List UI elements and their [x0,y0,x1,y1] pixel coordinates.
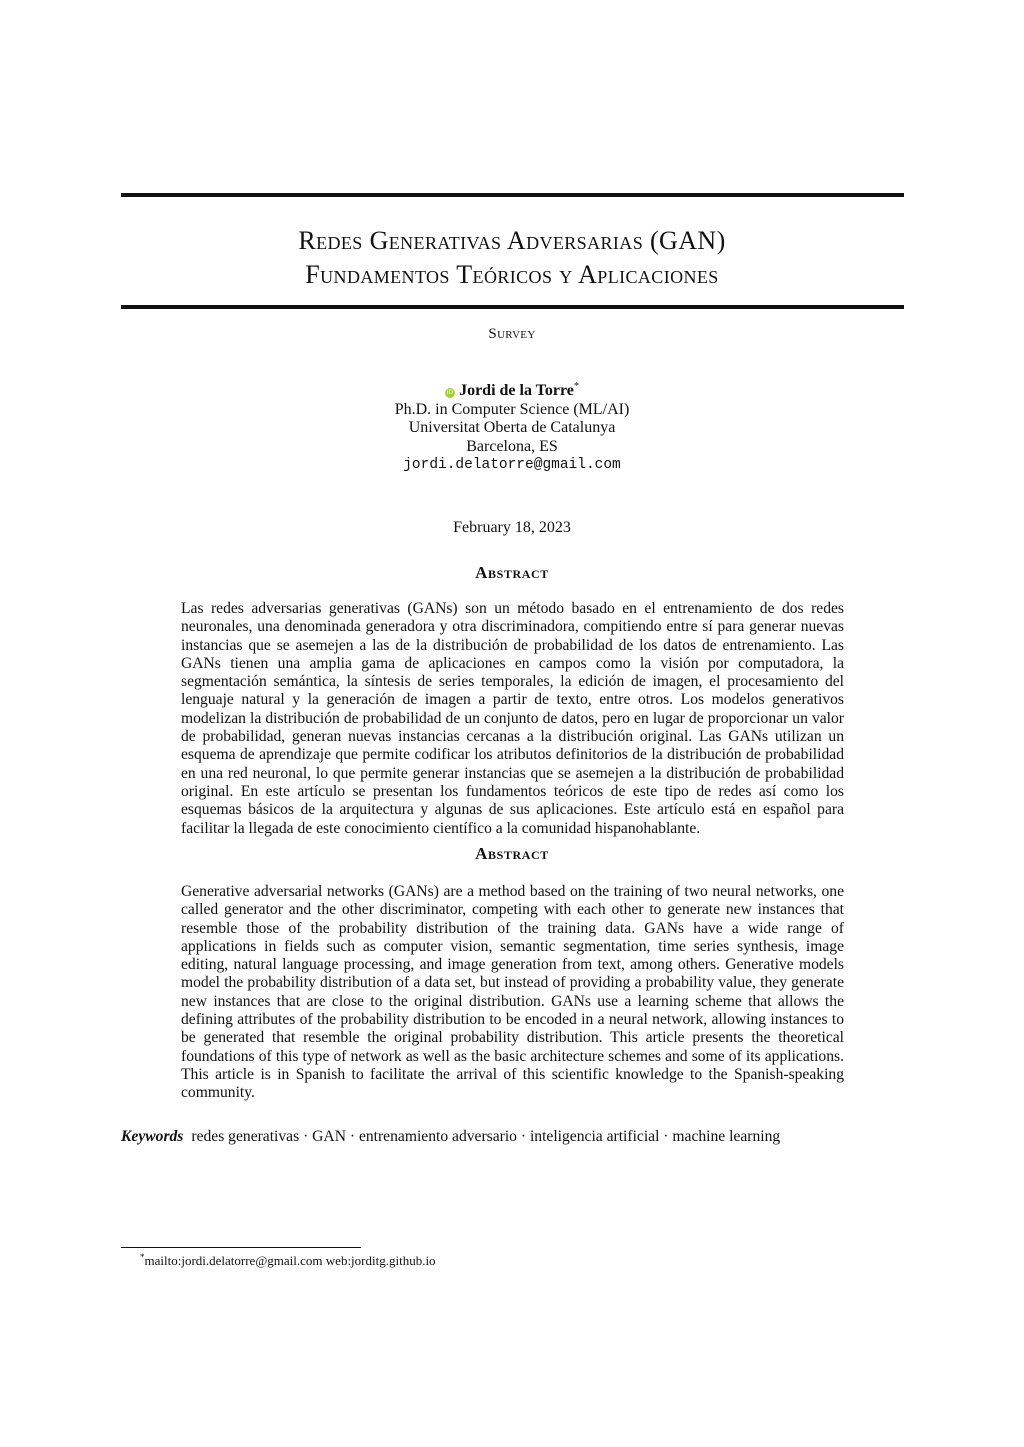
publication-date: February 18, 2023 [453,519,571,536]
footnote-rule [121,1247,361,1248]
author-block [0,378,1024,475]
abstract-text-es: Las redes adversarias generativas (GANs) son un método basado en el entrenamiento de dos redes neuronales, una denominada generadora y otra discriminadora, compitiendo entre sí para generar nuevas instancias que se asemejen a las de la distribución de probabilidad de los datos de entrenamiento. Las GANs tienen una amplia gama de aplicaciones en campos como la visión por computadora, la segmentación semántica, la síntesis de series temporales, la edición de imagen, el procesamiento del lenguaje natural y la generación de imagen a partir de texto, entre otros. Los modelos generativos modelizan la distribución de probabilidad de un conjunto de datos, pero en lugar de proporcionar un valor de probabilidad, generan nuevas instancias cercanas a la distribución original. Las GANs utilizan un esquema de aprendizaje que permite codificar los atributos definitorios de la distribución de probabilidad en una red neuronal, lo que permite generar instancias que se asemejen a la distribución de probabilidad original. En este artículo se presentan los fundamentos teóricos de este tipo de redes así como los esquemas básicos de la arquitectura y algunas de sus aplicaciones. Este artículo está en español para facilitar la llegada de este conocimiento científico a la comunidad hispanohablante. [181,600,844,837]
keywords-line [121,1128,904,1146]
title-top-rule [121,193,904,197]
abstract-heading-en: Abstract [475,844,549,863]
orcid-icon[interactable]: iD [446,389,454,396]
abstract-text-en: Generative adversarial networks (GANs) are a method based on the training of two neural networks, one called generator and the other discriminator, competing with each other to generate new instances that resemble those of the probability distribution of the training data. GANs have a wide range of applications in fields such as computer vision, semantic segmentation, time series synthesis, image editing, natural language processing, and image generation from text, among others. Generative models model the probability distribution of a data set, but instead of providing a probability value, they generate new instances that are close to the original distribution. GANs use a learning scheme that allows the defining attributes of the probability distribution to be encoded in a neural network, allowing instances to be generated that resemble the original probability distribution. This article presents the theoretical foundations of this type of network as well as the basic architecture schemes and some of its applications. This article is in Spanish to facilitate the arrival of this scientific knowledge to the Spanish-speaking community. [181,883,844,1102]
paper-title-line-1: Redes Generativas Adversarias (GAN) [298,226,726,255]
author-location: Barcelona, ES [466,437,558,455]
footnote-text[interactable]: mailto:jordi.delatorre@gmail.com web:jorditg.github.io [144,1253,436,1268]
author-email[interactable]: jordi.delatorre@gmail.com [403,457,621,473]
footnote-marker: * [140,1252,145,1262]
author-footnote-marker: * [573,381,579,392]
keywords-label: Keywords [121,1128,184,1145]
paper-title-line-2: Fundamentos Teóricos y Aplicaciones [305,260,719,289]
footnote [140,1252,436,1269]
author-name: Jordi de la Torre [459,382,574,399]
paper-type-label: Survey [488,326,536,342]
title-bottom-rule [121,305,904,309]
author-university: Universitat Oberta de Catalunya [408,419,616,436]
author-line [0,378,1024,401]
keywords-list: redes generativas · GAN · entrenamiento adversario · inteligencia artificial · machine learning [191,1128,781,1145]
abstract-heading-es: Abstract [475,563,549,582]
author-degree: Ph.D. in Computer Science (ML/AI) [394,400,630,418]
